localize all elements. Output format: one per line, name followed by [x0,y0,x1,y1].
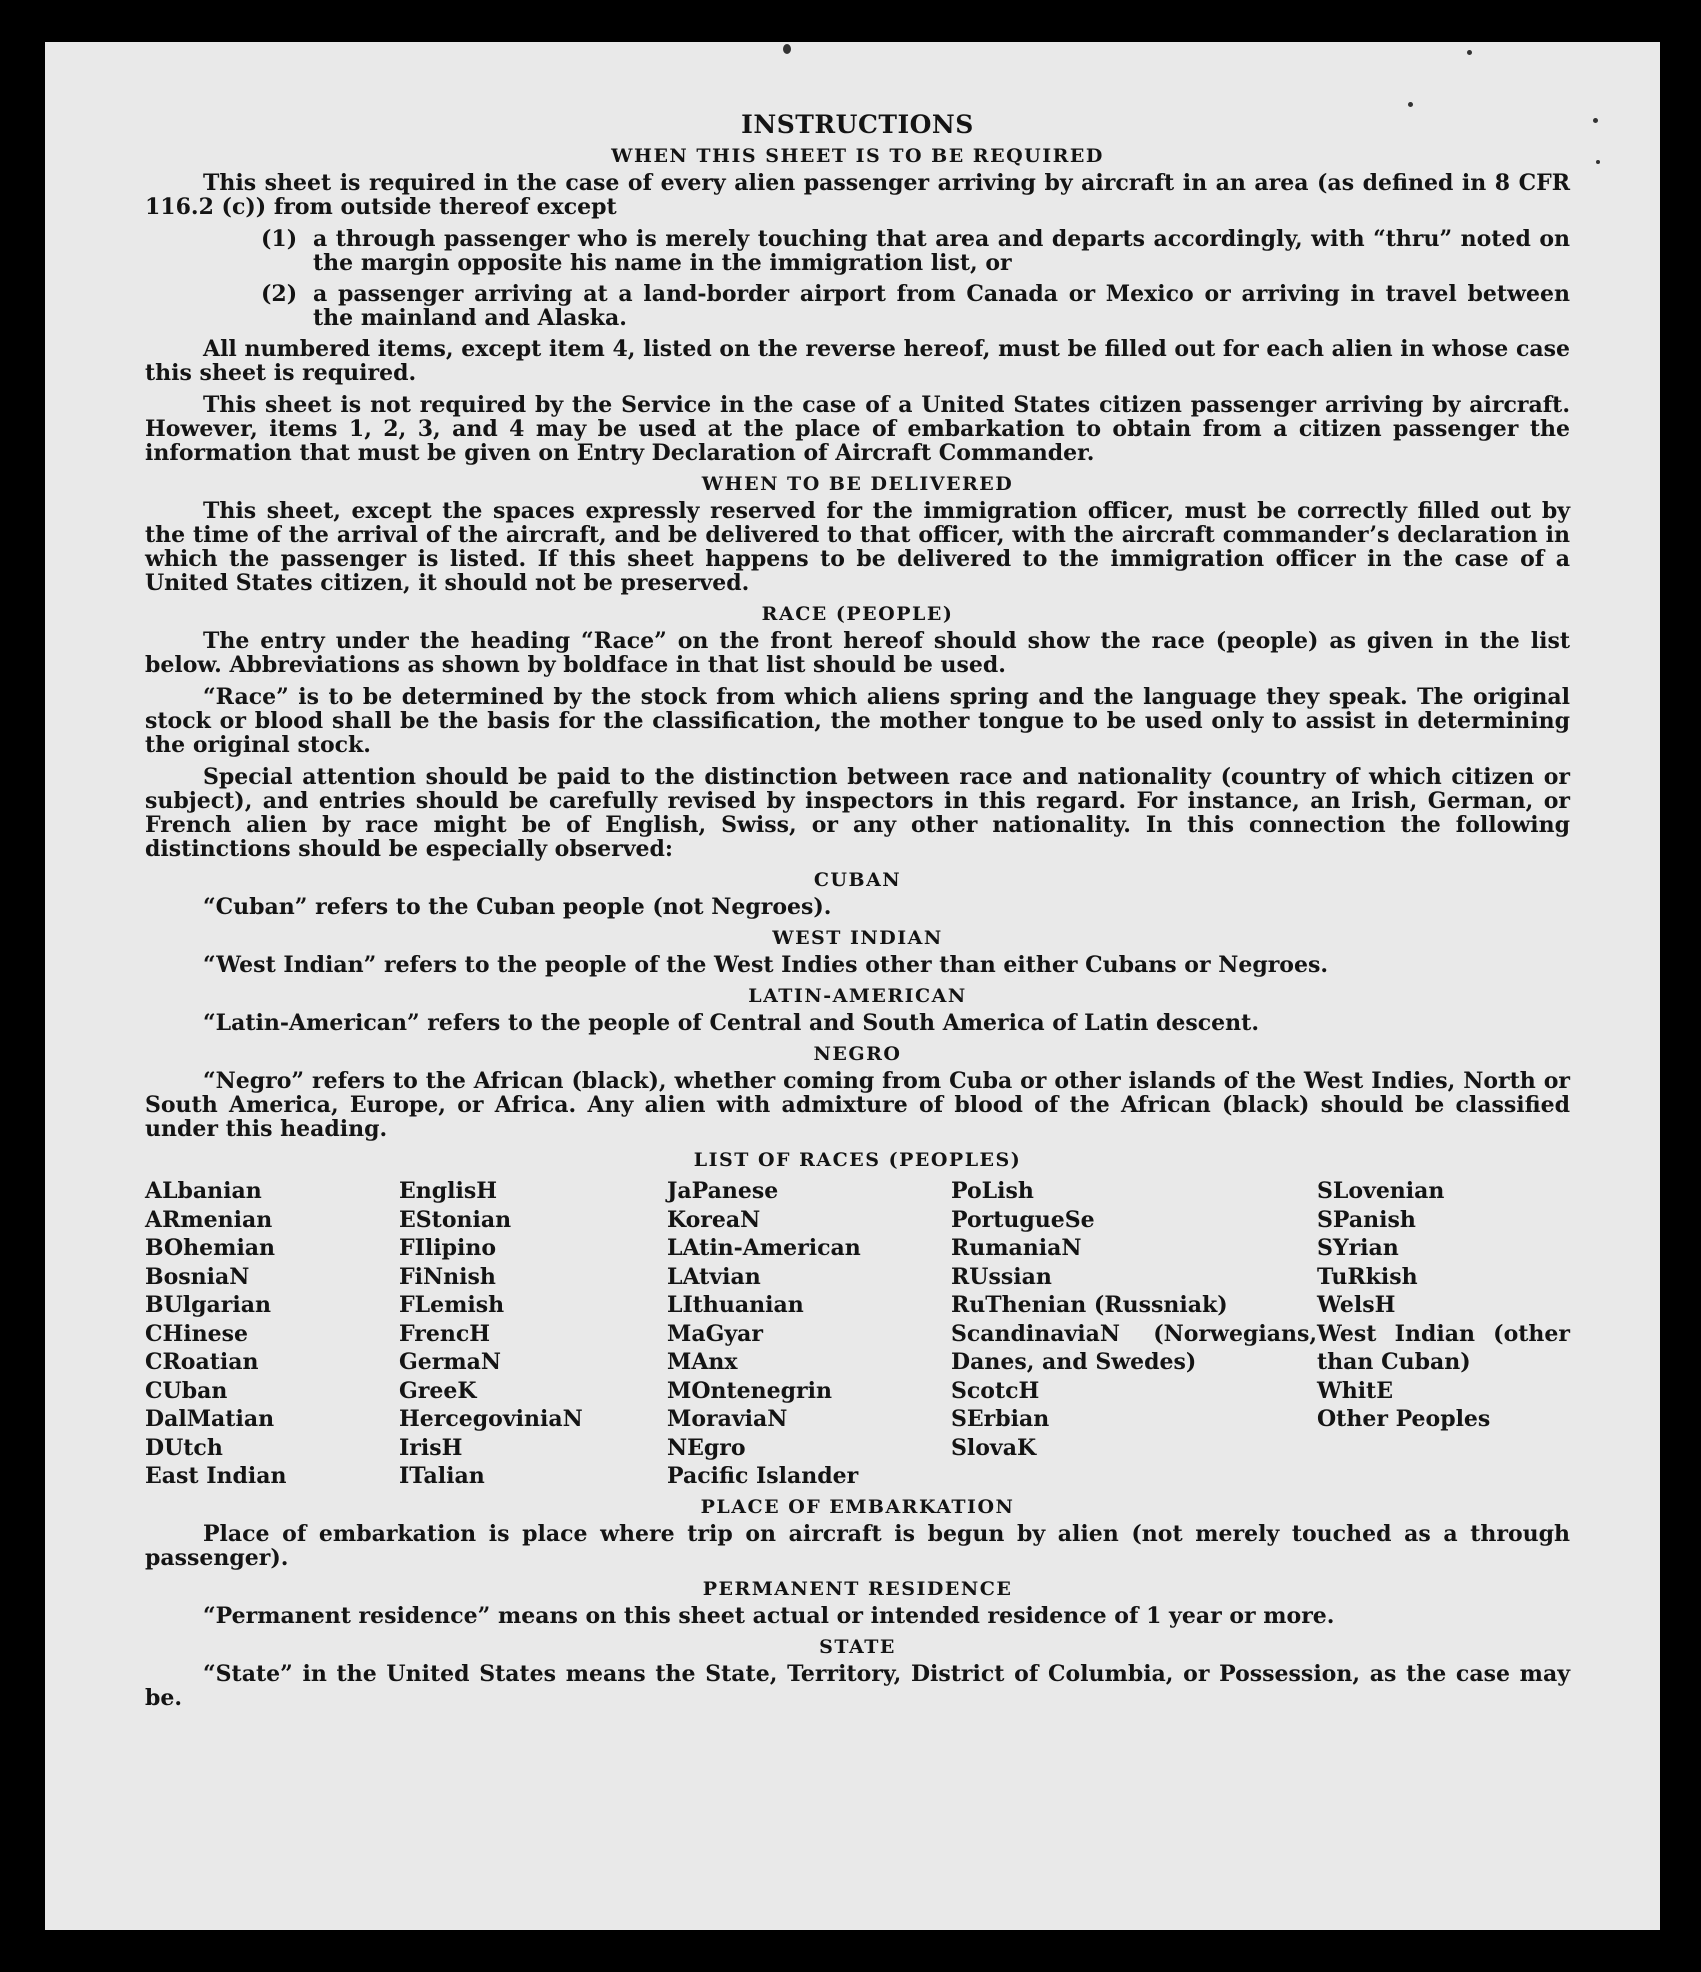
paragraph: This sheet is required in the case of every alien passenger arriving by aircraft in an area (as defined in 8 CFR 116.2 (c)) from outside thereof except [145,170,1570,220]
race-column [667,1177,951,1491]
paragraph: This sheet is not required by the Service in the case of a United States citizen passenger arriving by aircraft. However, items 1, 2, 3, and 4 may be used at the place of embarkation to obtain from a citizen passenger the information that must be given on Entry Declaration of Aircraft Commander. [145,392,1570,466]
paragraph: All numbered items, except item 4, listed on the reverse hereof, must be filled out for each alien in whose case this sheet is required. [145,336,1570,386]
section-heading: RACE (PEOPLE) [761,603,954,625]
race-entry: PortugueSe [951,1206,1095,1233]
race-entry: CHinese [145,1320,249,1347]
item-text: a passenger arriving at a land-border airport from Canada or Mexico or arriving in travel between the mainland and Alaska. [313,281,1570,331]
instructions-content [145,110,1570,1718]
race-entry: SlovaK [951,1434,1037,1461]
race-entry: CUban [145,1377,228,1404]
race-column [1317,1177,1570,1491]
paragraph: “Cuban” refers to the Cuban people (not Negroes). [203,894,832,920]
paragraph: Place of embarkation is place where trip on aircraft is begun by alien (not merely touched as a through passenger). [145,1520,1570,1571]
race-entry: DalMatian [145,1406,275,1432]
race-entry: IrisH [399,1434,463,1461]
race-entry: LIthuanian [667,1292,804,1318]
race-entry: East Indian [145,1463,287,1489]
race-entry: RumaniaN [951,1235,1082,1261]
item-text: a through passenger who is merely touching that area and departs accordingly, with “thru” noted on the margin opposite his name in the immigration list, or [313,226,1570,276]
race-entry: SErbian [951,1406,1050,1432]
race-entry: MOntenegrin [667,1377,832,1404]
section-heading: PLACE OF EMBARKATION [700,1495,1015,1518]
item-number: (1) [261,226,298,252]
section-heading: NEGRO [813,1043,902,1065]
race-entry: Other Peoples [1317,1406,1491,1432]
item-number: (2) [261,281,298,307]
race-entry: RUssian [951,1263,1052,1290]
race-column [951,1177,1317,1491]
race-entry: RuThenian (Russniak) [951,1292,1228,1318]
scan-speck [1593,118,1598,123]
race-entry: BUlgarian [145,1292,271,1318]
race-entry: KoreaN [667,1206,761,1233]
race-column [145,1177,399,1491]
section-heading: WHEN TO BE DELIVERED [701,473,1014,495]
race-entry: SYrian [1317,1235,1399,1261]
race-entry: FrencH [399,1320,490,1347]
paragraph: “Latin-American” refers to the people of Central and South America of Latin descent. [203,1010,1259,1036]
race-entry: PoLish [951,1178,1034,1204]
paragraph: This sheet, except the spaces expressly reserved for the immigration officer, must be correctly filled out by the time of the arrival of the aircraft, and be delivered to that officer, with the aircraft commander’s declaration in which the passenger is listed. If this sheet happens to be delivered to the immigration officer in the case of a United States citizen, it should not be preserved. [145,498,1570,596]
race-entry: HercegoviniaN [399,1406,583,1432]
race-entry: MAnx [667,1349,738,1375]
race-entry: LAtin-American [667,1235,861,1261]
race-entry: SPanish [1317,1206,1416,1233]
race-entry: TuRkish [1317,1263,1418,1290]
race-entry: BosniaN [145,1263,250,1290]
document-page [45,42,1660,1930]
race-entry: FLemish [399,1292,505,1318]
section-heading: STATE [819,1635,896,1658]
page-title: INSTRUCTIONS [741,110,974,139]
race-entry: West Indian (other than Cuban) [1317,1320,1570,1375]
section-heading: WEST INDIAN [772,927,943,949]
scan-speck [1596,160,1600,164]
paragraph: “Permanent residence” means on this sheet actual or intended residence of 1 year or more. [203,1602,1335,1629]
section-heading: LATIN-AMERICAN [748,985,967,1007]
race-entry: ScotcH [951,1377,1040,1404]
race-entry: JaPanese [667,1178,779,1204]
paragraph: The entry under the heading “Race” on the front hereof should show the race (people) as given in the list below. Abbreviations as shown by boldface in that list should be used. [145,628,1570,678]
race-entry: Pacific Islander [667,1463,859,1489]
section-heading: PERMANENT RESIDENCE [702,1577,1013,1600]
race-entry: WhitE [1317,1377,1393,1404]
race-list [145,1177,1570,1491]
race-entry: ScandinaviaN (Norwegians, Danes, and Swedes) [951,1320,1317,1375]
race-entry: LAtvian [667,1263,761,1290]
race-entry: NEgro [667,1434,746,1461]
paragraph: Special attention should be paid to the distinction between race and nationality (country of which citizen or subject), and entries should be carefully revised by inspectors in this regard. For instance, an Irish, German, or French alien by race might be of English, Swiss, or any other nationality. In this connection the following distinctions should be especially observed: [145,764,1570,862]
race-entry: MaGyar [667,1320,764,1347]
section-heading: CUBAN [813,869,902,891]
race-entry: WelsH [1317,1292,1396,1318]
race-entry: ITalian [399,1463,485,1489]
race-entry: CRoatian [145,1349,259,1375]
race-entry: ARmenian [145,1206,273,1233]
race-entry: SLovenian [1317,1178,1445,1204]
paragraph: “Race” is to be determined by the stock from which aliens spring and the language they speak. The original stock or blood shall be the basis for the classification, the mother tongue to be used only to assist in determining the original stock. [145,684,1570,758]
race-entry: FIlipino [399,1235,497,1261]
race-entry: GermaN [399,1349,502,1375]
race-entry: DUtch [145,1434,223,1461]
paragraph: “State” in the United States means the State, Territory, District of Columbia, or Possession, as the case may be. [145,1660,1570,1711]
scan-speck [783,44,791,54]
race-entry: ALbanian [145,1178,262,1204]
paragraph: “Negro” refers to the African (black), whether coming from Cuba or other islands of the West Indies, North or South America, Europe, or Africa. Any alien with admixture of blood of the African (black) should be classified under this heading. [145,1068,1570,1142]
race-entry: EnglisH [399,1178,498,1204]
numbered-item [261,282,1570,330]
scan-speck [1467,50,1472,55]
race-entry: MoraviaN [667,1406,788,1432]
section-heading: LIST OF RACES (PEOPLES) [693,1149,1022,1171]
numbered-item [261,227,1570,275]
section-heading: WHEN THIS SHEET IS TO BE REQUIRED [611,145,1104,167]
race-entry: FiNnish [399,1263,496,1290]
race-column [399,1177,667,1491]
race-entry: GreeK [399,1377,477,1404]
race-entry: EStonian [399,1206,512,1233]
race-entry: BOhemian [145,1235,276,1261]
scan-speck [1408,102,1413,107]
paragraph: “West Indian” refers to the people of the West Indies other than either Cubans or Negroes. [203,952,1329,978]
